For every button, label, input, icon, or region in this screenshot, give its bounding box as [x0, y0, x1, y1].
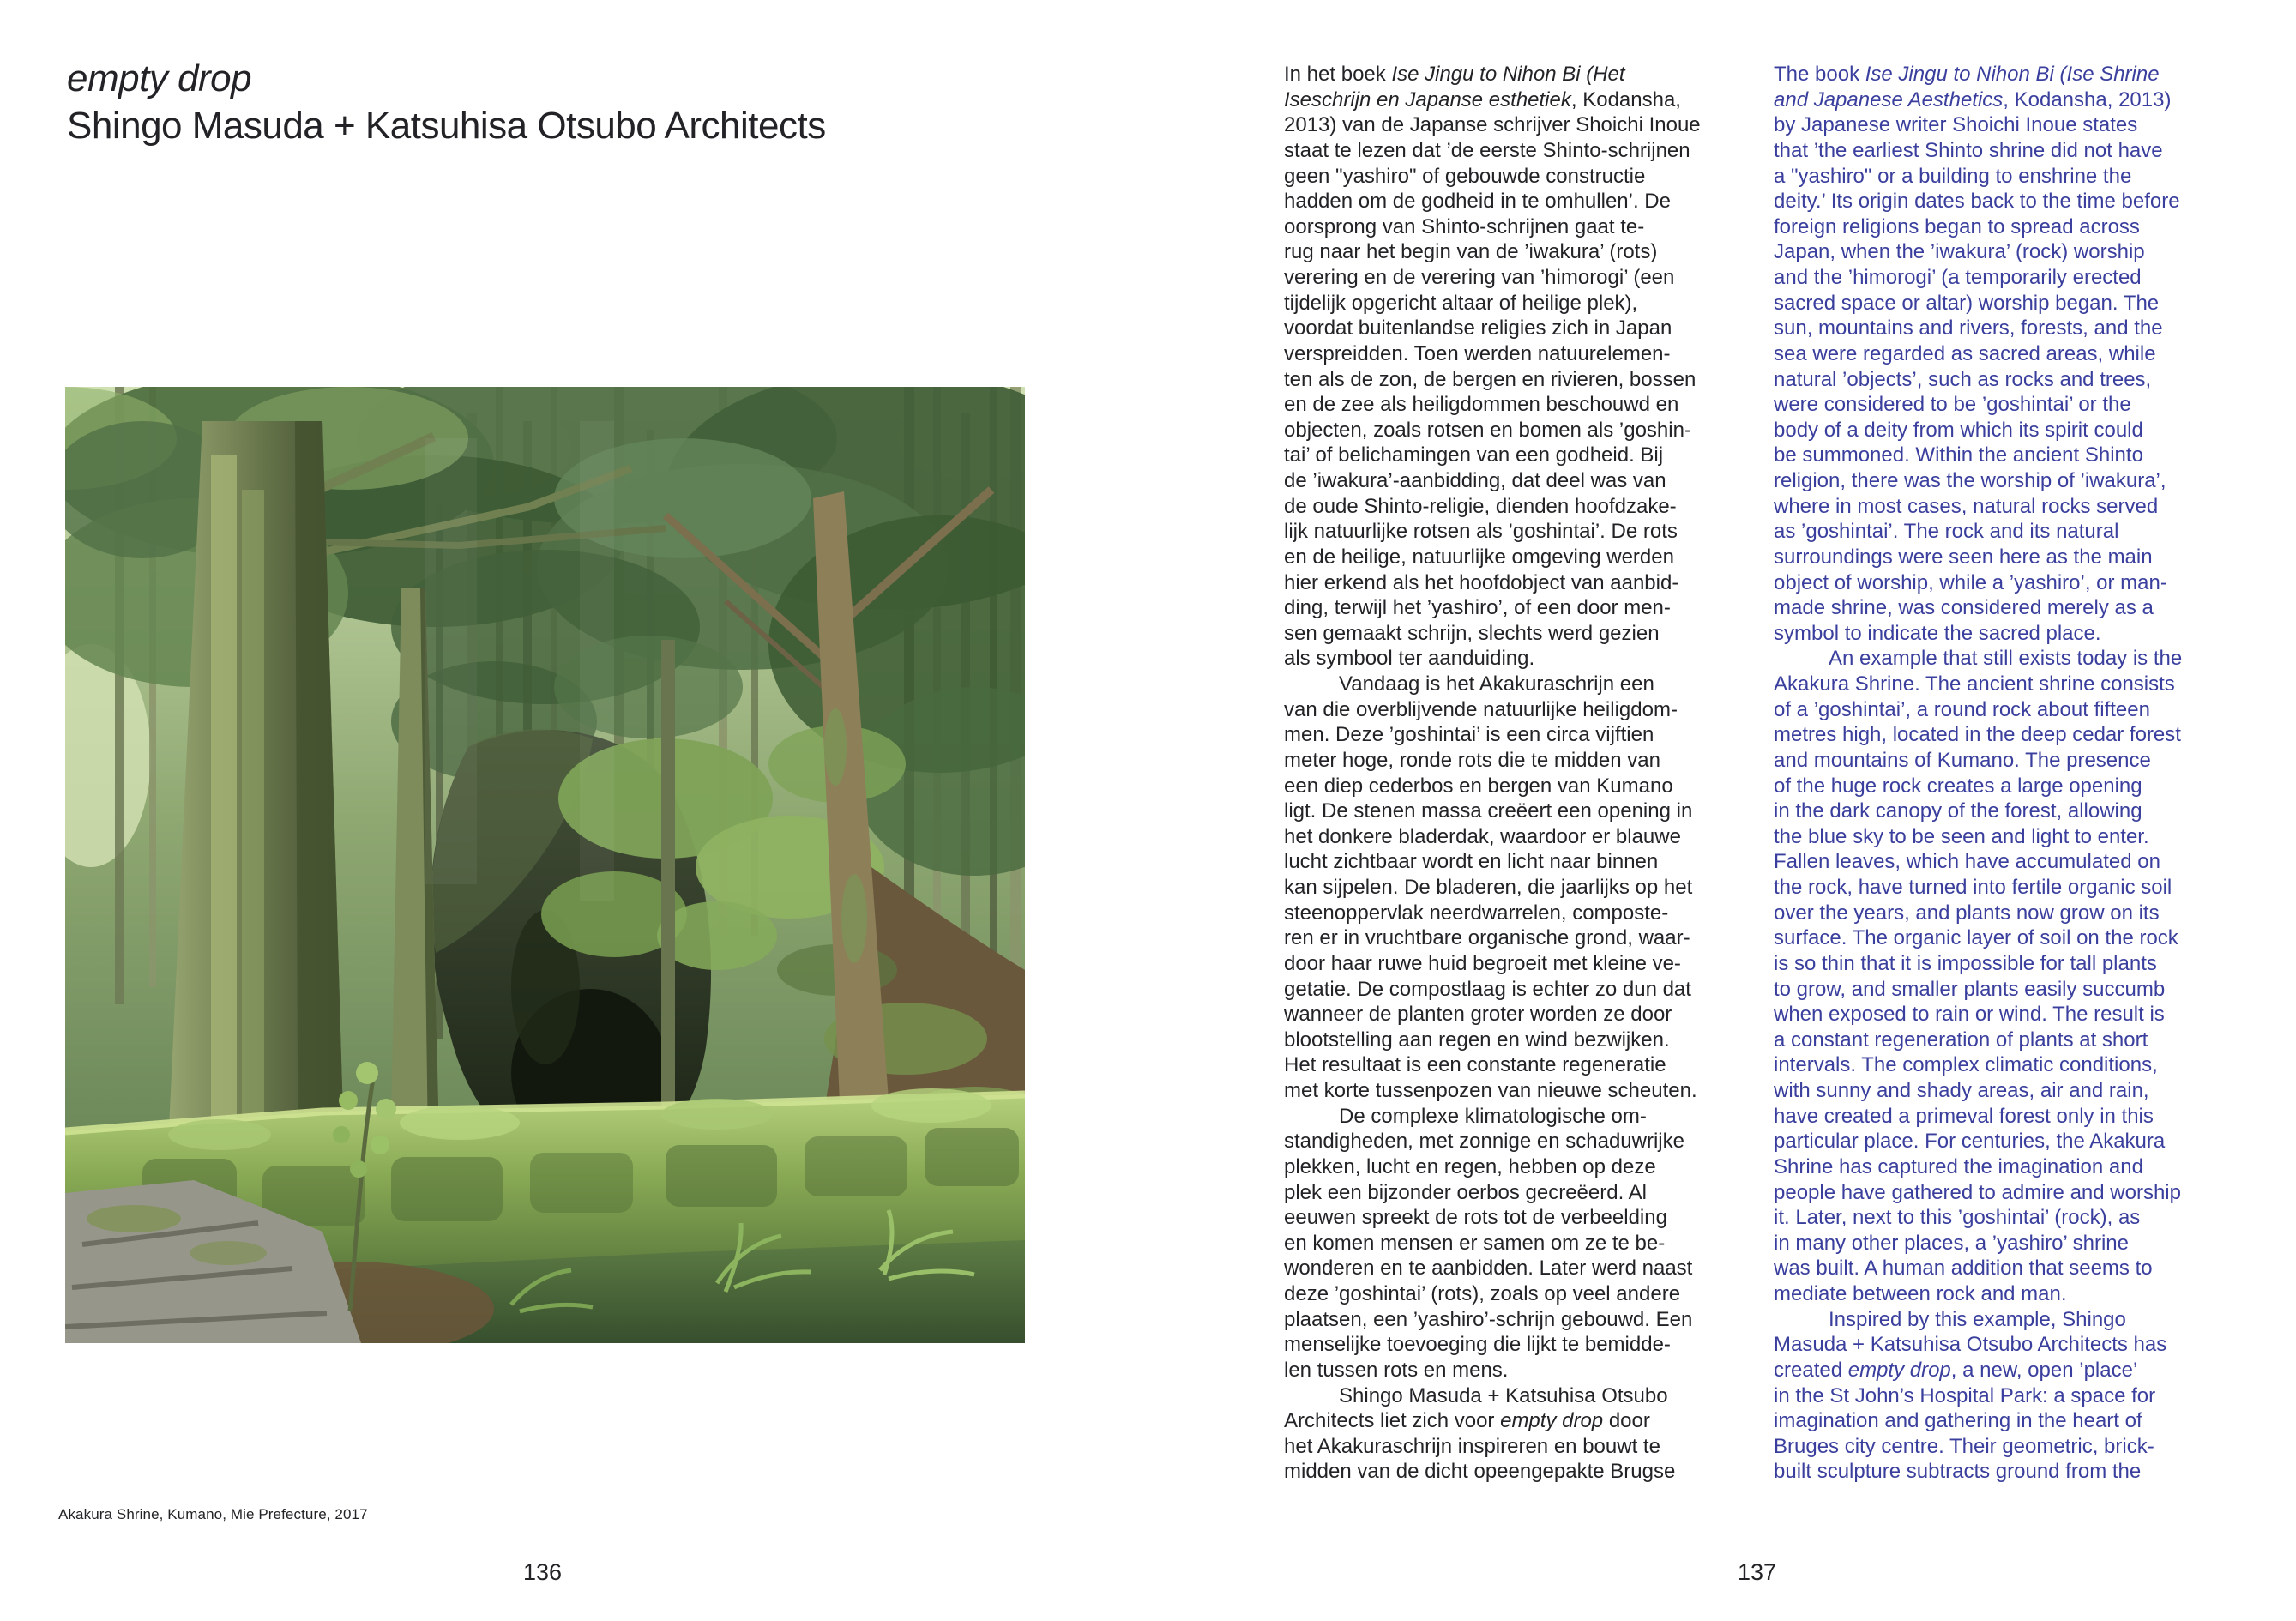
architects-title: Shingo Masuda + Katsuhisa Otsubo Architects [67, 105, 826, 147]
text-line: Shingo Masuda + Katsuhisa Otsubo [1339, 1383, 1668, 1407]
text-line: 2013) van de Japanse schrijver Shoichi Inoue [1284, 113, 1701, 137]
text-line: Shrine has captured the imagination and [1774, 1154, 2143, 1178]
text-line: de oude Shinto-religie, dienden hoofdzake- [1284, 494, 1677, 518]
text-line: religion, there was the worship of ’iwakura’, [1774, 469, 2166, 492]
text-line: en de heilige, natuurlijke omgeving werden [1284, 545, 1674, 569]
text-line: geen "yashiro" of gebouwde constructie [1284, 164, 1646, 188]
text-line: ligt. De stenen massa creëert een opening in [1284, 799, 1693, 823]
text-line: have created a primeval forest only in this [1774, 1104, 2154, 1128]
text-line: as ’goshintai’. The rock and its natural [1774, 520, 2119, 544]
dutch-text-column [1284, 62, 1764, 1485]
page-number-right: 137 [1738, 1559, 1777, 1585]
text-line: deity.’ Its origin dates back to the time before [1774, 190, 2180, 214]
text-line: Masuda + Katsuhisa Otsubo Architects has [1774, 1333, 2167, 1357]
text-line: menselijke toevoeging die lijkt te bemidde- [1284, 1333, 1671, 1357]
text-line: oorsprong van Shinto-schrijnen gaat te- [1284, 214, 1645, 238]
text-line: by Japanese writer Shoichi Inoue states [1774, 113, 2138, 137]
text-line: plaatsen, een ’yashiro’-schrijn gebouwd. Een [1284, 1307, 1693, 1331]
text-line: a constant regeneration of plants at short [1774, 1027, 2148, 1052]
forest-photo [65, 387, 1025, 1343]
photo-caption: Akakura Shrine, Kumano, Mie Prefecture, 2017 [58, 1506, 368, 1522]
text-line: Architects liet zich voor empty drop door [1284, 1409, 1650, 1433]
text-line: of a ’goshintai’, a round rock about fifteen [1774, 697, 2150, 721]
text-line: created empty drop, a new, open ’place’ [1774, 1358, 2138, 1382]
text-line: Akakura Shrine. The ancient shrine consists [1774, 672, 2175, 696]
text-line: Japan, when the ’iwakura’ (rock) worship [1774, 240, 2145, 264]
text-line: the rock, have turned into fertile organic soil [1774, 876, 2172, 899]
text-line: eeuwen spreekt de rots tot de verbeelding [1284, 1206, 1667, 1230]
text-line: steenoppervlak neerdwarrelen, composte- [1284, 901, 1669, 925]
text-line: and Japanese Aesthetics, Kodansha, 2013) [1774, 87, 2172, 111]
text-line: in the St John’s Hospital Park: a space for [1774, 1383, 2156, 1407]
text-line: kan sijpelen. De bladeren, die jaarlijks op het [1284, 876, 1693, 899]
text-line: in the dark canopy of the forest, allowing [1774, 799, 2142, 823]
text-line: An example that still exists today is the [1829, 647, 2183, 671]
text-line: met korte tussenpozen van nieuwe scheuten. [1284, 1079, 1697, 1102]
page-number-left: 136 [523, 1559, 563, 1585]
text-line: getatie. De compostlaag is echter zo dun dat [1284, 977, 1691, 1001]
text-line: be summoned. Within the ancient Shinto [1774, 443, 2143, 467]
text-line: objecten, zoals rotsen en bomen als ’goshin- [1284, 418, 1691, 442]
text-line: tai’ of belichamingen van een godheid. Bij [1284, 443, 1664, 467]
text-line: men. Deze ’goshintai’ is een circa vijftien [1284, 723, 1654, 747]
text-line: ding, terwijl het ’yashiro’, of een door men- [1284, 596, 1671, 620]
text-line: in many other places, a ’yashiro’ shrine [1774, 1231, 2129, 1255]
text-line: and mountains of Kumano. The presence [1774, 748, 2151, 772]
text-line: deze ’goshintai’ (rots), zoals op veel andere [1284, 1282, 1681, 1305]
text-line: object of worship, while a ’yashiro’, or man- [1774, 570, 2167, 594]
text-line: was built. A human addition that seems to [1774, 1256, 2153, 1281]
text-line: over the years, and plants now grow on its [1774, 901, 2160, 925]
text-line: is so thin that it is impossible for tall plants [1774, 951, 2157, 975]
text-line: made shrine, was considered merely as a [1774, 596, 2154, 620]
text-line: body of a deity from which its spirit could [1774, 418, 2143, 442]
text-line: sacred space or altar) worship began. The [1774, 291, 2160, 315]
text-line: Bruges city centre. Their geometric, brick- [1774, 1434, 2154, 1458]
text-line: a "yashiro" or a building to enshrine the [1774, 164, 2132, 188]
text-line: and the ’himorogi’ (a temporarily erected [1774, 266, 2142, 289]
english-text-column [1774, 62, 2275, 1485]
text-line: people have gathered to admire and worship [1774, 1180, 2181, 1204]
text-line: rug naar het begin van de ’iwakura’ (rots) [1284, 240, 1658, 264]
text-line: ten als de zon, de bergen en rivieren, bossen [1284, 367, 1696, 391]
text-line: lucht zichtbaar wordt en licht naar binnen [1284, 850, 1659, 874]
text-line: the blue sky to be seen and light to enter. [1774, 824, 2149, 848]
text-line: plek een bijzonder oerbos gecreëerd. Al [1284, 1180, 1647, 1204]
text-line: voordat buitenlandse religies zich in Japan [1284, 316, 1672, 340]
text-line: tijdelijk opgericht altaar of heilige plek), [1284, 291, 1638, 315]
text-line: van die overblijvende natuurlijke heiligdom- [1284, 697, 1678, 721]
text-line: lijk natuurlijke rotsen als ’goshintai’. De rots [1284, 520, 1678, 544]
text-line: surroundings were seen here as the main [1774, 545, 2153, 569]
text-line: Iseschrijn en Japanse esthetiek, Kodansha, [1284, 87, 1681, 111]
text-line: meter hoge, ronde rots die te midden van [1284, 748, 1660, 772]
text-line: symbol to indicate the sacred place. [1774, 621, 2101, 645]
text-line: were considered to be ’goshintai’ or the [1774, 393, 2131, 417]
text-line: foreign religions began to spread across [1774, 214, 2140, 238]
text-line: sun, mountains and rivers, forests, and the [1774, 316, 2163, 340]
text-line: particular place. For centuries, the Akakura [1774, 1130, 2166, 1154]
text-line: blootstelling aan regen en wind bezwijken. [1284, 1027, 1670, 1052]
text-line: where in most cases, natural rocks served [1774, 494, 2159, 518]
text-line: staat te lezen dat ’de eerste Shinto-schrijnen [1284, 138, 1690, 162]
text-line: imagination and gathering in the heart of [1774, 1409, 2142, 1433]
text-line: ren er in vruchtbare organische grond, waar- [1284, 926, 1690, 950]
project-title: empty drop [67, 57, 252, 99]
text-line: verering en de verering van ’himorogi’ (een [1284, 266, 1675, 289]
text-line: Fallen leaves, which have accumulated on [1774, 850, 2160, 874]
text-line: built sculpture subtracts ground from the [1774, 1460, 2142, 1484]
text-line: surface. The organic layer of soil on the rock [1774, 926, 2178, 950]
text-line: plekken, lucht en regen, hebben op deze [1284, 1154, 1656, 1178]
text-line: De complexe klimatologische om- [1339, 1104, 1647, 1128]
text-line: to grow, and smaller plants easily succumb [1774, 977, 2166, 1001]
text-line: standigheden, met zonnige en schaduwrijke [1284, 1130, 1684, 1154]
text-line: midden van de dicht opeengepakte Brugse [1284, 1460, 1676, 1484]
text-line: de ’iwakura’-aanbidding, dat deel was van [1284, 469, 1666, 492]
text-line: als symbool ter aanduiding. [1284, 647, 1535, 671]
text-line: mediate between rock and man. [1774, 1282, 2067, 1305]
text-line: en de zee als heiligdommen beschouwd en [1284, 393, 1679, 417]
text-line: verspreidden. Toen werden natuurelemen- [1284, 341, 1671, 365]
text-line: when exposed to rain or wind. The result is [1774, 1003, 2165, 1027]
text-line: hier erkend als het hoofdobject van aanbid- [1284, 570, 1679, 594]
text-line: sea were regarded as sacred areas, while [1774, 341, 2156, 365]
text-line: with sunny and shady areas, air and rain, [1774, 1079, 2149, 1102]
text-line: Vandaag is het Akakuraschrijn een [1339, 672, 1654, 696]
text-line: intervals. The complex climatic conditions, [1774, 1053, 2158, 1077]
text-line: het Akakuraschrijn inspireren en bouwt te [1284, 1434, 1660, 1458]
text-line: it. Later, next to this ’goshintai’ (rock), as [1774, 1206, 2141, 1230]
text-line: that ’the earliest Shinto shrine did not have [1774, 138, 2163, 162]
text-line: Het resultaat is een constante regeneratie [1284, 1053, 1666, 1077]
text-line: door haar ruwe huid begroeit met kleine ve- [1284, 951, 1681, 975]
text-line: wanneer de planten groter worden ze door [1284, 1003, 1672, 1027]
text-line: het donkere bladerdak, waardoor er blauwe [1284, 824, 1681, 848]
text-line: wonderen en te aanbidden. Later werd naast [1284, 1256, 1693, 1281]
text-line: Inspired by this example, Shingo [1829, 1307, 2126, 1331]
text-line: metres high, located in the deep cedar forest [1774, 723, 2181, 747]
text-line: sen gemaakt schrijn, slechts werd gezien [1284, 621, 1660, 645]
text-line: The book Ise Jingu to Nihon Bi (Ise Shrine [1774, 63, 2160, 86]
text-line: len tussen rots en mens. [1284, 1358, 1509, 1382]
text-line: natural ’objects’, such as rocks and trees, [1774, 367, 2152, 391]
text-line: of the huge rock creates a large opening [1774, 774, 2142, 798]
text-line: hadden om de godheid in te omhullen’. De [1284, 190, 1671, 214]
text-line: In het boek Ise Jingu to Nihon Bi (Het [1284, 63, 1625, 86]
forest-photo-illustration [65, 387, 1025, 1343]
text-line: en komen mensen er samen om ze te be- [1284, 1231, 1666, 1255]
text-line: een diep cederbos en bergen van Kumano [1284, 774, 1673, 798]
